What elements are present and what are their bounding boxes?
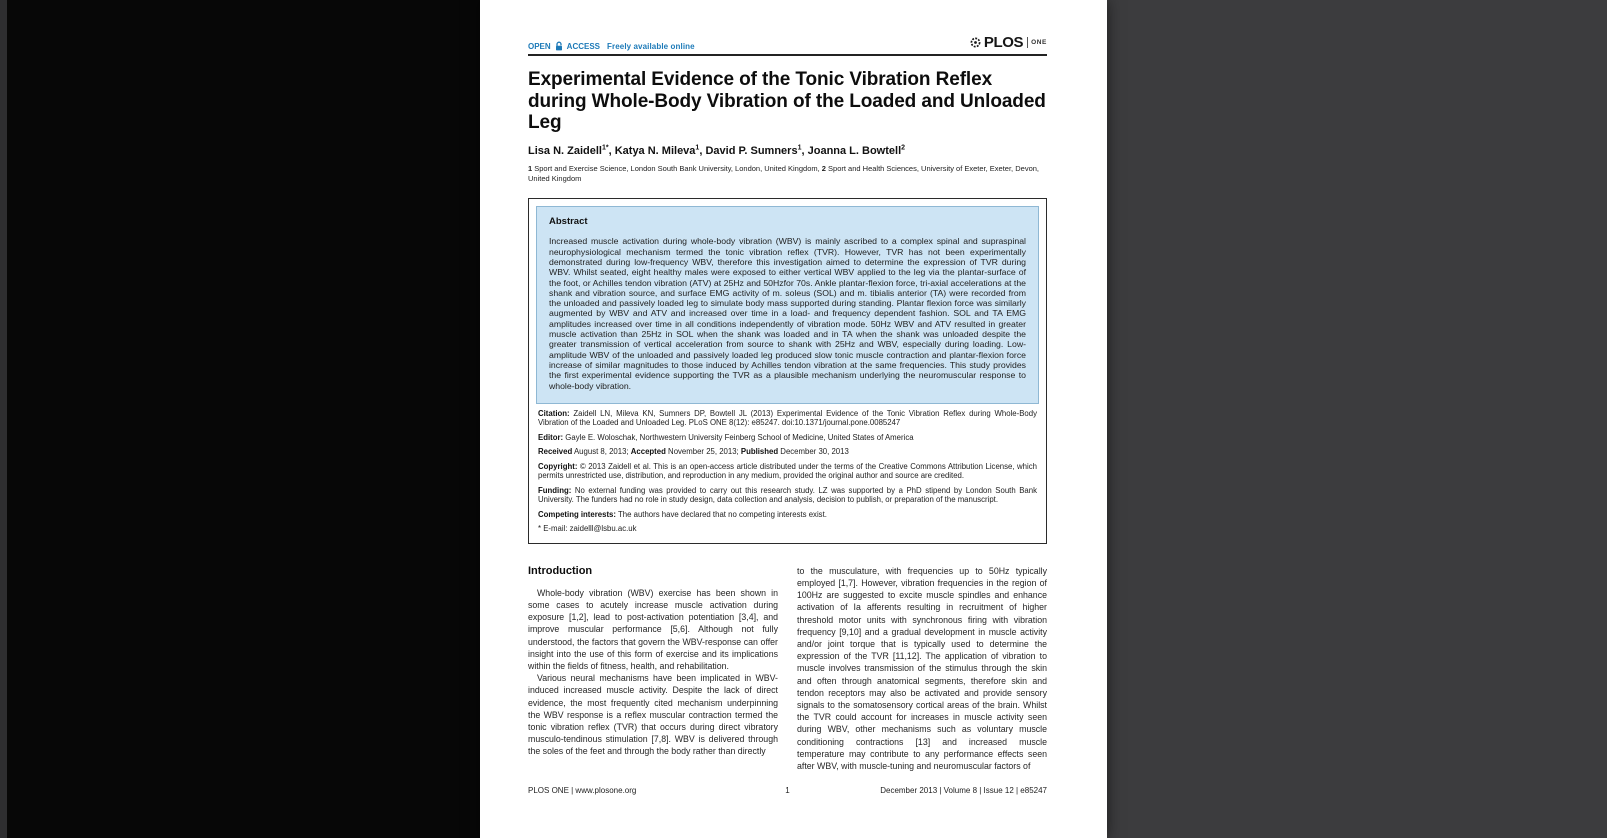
author: Lisa N. Zaidell$^{1*}$,	[528, 144, 615, 158]
one-wordmark: ONE	[1031, 39, 1047, 46]
abstract-text: Increased muscle activation during whole-body vibration (WBV) is mainly ascribed to a complex spinal and supraspinal neurophysiological mechanism termed the tonic vibration reflex (TVR). However, TVR has not been experimentally demonstrated during low-frequency WBV, therefore this investigation aimed to determine the expression of TVR during WBV. Whilst seated, eight healthy males were exposed to either vertical WBV applied to the leg via the plantar-surface of the foot, or Achilles tendon vibration (ATV) at 25Hz and 50Hzfor 70s. Ankle plantar-flexion force, tri-axial accelerations at the shank and vibration source, and surface EMG activity of m. soleus (SOL) and m. tibialis anterior (TA) were recorded from the unloaded and passively loaded leg to simulate body mass supported during standing. Plantar flexion force was similarly augmented by WBV and ATV and increased over time in a load- and frequency dependent fashion. SOL and TA EMG amplitudes increased over time in all conditions independently of vibration mode. 50Hz WBV and ATV resulted in greater muscle activation than 25Hz in SOL when the shank was loaded and in TA when the shank was unloaded despite the greater transmission of vertical acceleration from source to shank with 25Hz and WBV, especially during loading. Low-amplitude WBV of the unloaded and passively loaded leg produced slow tonic muscle contraction and plantar-flexion force increase of similar magnitudes to those induced by Achilles tendon vibration at the same frequencies. This study provides the first experimental evidence supporting the TVR as a plausible mechanism underlying the neuromuscular response to whole-body vibration.	[549, 236, 1026, 391]
affiliations: 1 Sport and Exercise Science, London South Bank University, London, United Kingdom, 2 Sport and Health Sciences, University of Exeter, Exeter, Devon, United Kingdom	[528, 164, 1039, 183]
page-footer	[528, 786, 1047, 795]
dates-row: Received August 8, 2013; Accepted November 25, 2013; Published December 30, 2013	[538, 447, 849, 457]
open-access-label-access: ACCESS	[566, 41, 601, 51]
open-access-banner	[528, 41, 695, 51]
footer-journal: PLOS ONE | www.plosone.org	[528, 786, 637, 795]
right-column	[797, 565, 1047, 772]
email-address: zaidelll@lsbu.ac.uk	[569, 524, 637, 534]
body-columns	[528, 565, 1047, 772]
footer-page-number: 1	[785, 786, 790, 795]
authors-line	[528, 145, 1047, 158]
freely-available-label: Freely available online	[607, 41, 695, 51]
abstract-citation-box	[528, 198, 1047, 543]
intro-paragraph-2: Various neural mechanisms have been implicated in WBV-induced increased muscle activity. Despite the lack of direct evidence, the most frequently cited mechanism underpinning the WBV response is a reflex muscular contraction termed the tonic vibration reflex (TVR) that occurs during direct vibratory musculo-tendinous stimulation [7,8]. WBV is delivered through the soles of the feet and through the body rather than directly	[528, 673, 778, 757]
page-content	[528, 0, 1047, 772]
plos-wordmark: PLOS	[983, 34, 1024, 51]
left-column	[528, 565, 778, 772]
email-row: * E-mail: zaidelll@lsbu.ac.uk	[538, 524, 637, 534]
funding-row: Funding: No external funding was provided to carry out this research study. LZ was supported by a PhD stipend by London South Bank University. The funders had no role in study design, data collection and analysis, decision to publish, or preparation of the manuscript.	[538, 485, 1037, 505]
open-access-label-open: OPEN	[528, 41, 551, 51]
author: Katya N. Mileva$^1$,	[614, 144, 706, 158]
journal-header	[528, 34, 1047, 56]
competing-interests-row: Competing interests: The authors have declared that no competing interests exist.	[538, 509, 827, 519]
paper-page	[480, 0, 1107, 838]
author: David P. Sumners$^1$,	[705, 144, 808, 158]
intro-paragraph-3: to the musculature, with frequencies up to 50Hz typically employed [1,7]. However, vibration frequencies in the region of 100Hz are suggested to excite muscle spindles and enhance activation of Ia afferents resulting in recruitment of higher threshold motor units with synchronous firing with vibration frequency [9,10] and a gradual development in muscle activity and/or joint torque that is typically used to determine the expression of the TVR [11,12]. The application of vibration to muscle involves transmission of the stimulus through the skin and often through anatomical segments, therefore skin and tendon receptors may also be activated and provide sensory signals to the somatosensory cortical areas of the brain. Whilst the TVR could account for increases in muscle activity seen during WBV, other mechanisms such as voluntary muscle conditioning contractions [13] and increased muscle temperature may contribute to any performance effects seen after WBV, with muscle-tuning and neuromuscular factors of	[797, 565, 1047, 772]
open-lock-icon	[554, 41, 564, 51]
abstract-heading: Abstract	[549, 216, 588, 228]
author: Joanna L. Bowtell$^2$	[807, 144, 906, 158]
viewer-background-left	[0, 0, 480, 838]
introduction-heading: Introduction	[528, 564, 593, 577]
abstract-box	[536, 206, 1039, 403]
intro-paragraph-1: Whole-body vibration (WBV) exercise has been shown in some cases to acutely increase muscle activation during exposure [1,2], lead to post-activation potentiation [3,4], and improve muscular performance [5,6]. Although not fully understood, the factors that govern the WBV-response can offer insight into the use of this form of exercise and its implications within the fields of fitness, health, and rehabilitation.	[528, 587, 778, 672]
editor-row: Editor: Gayle E. Woloschak, Northwestern University Feinberg School of Medicine, United States of America	[538, 432, 914, 442]
citation-row: Citation: Zaidell LN, Mileva KN, Sumners DP, Bowtell JL (2013) Experimental Evidence of the Tonic Vibration Reflex during Whole-Body Vibration of the Loaded and Unloaded Leg. PLoS ONE 8(12): e85247. doi:10.1371/journal.pone.0085247	[538, 408, 1037, 428]
plos-gear-icon	[969, 36, 982, 49]
left-edge-strip	[0, 0, 7, 838]
footer-issue-info: December 2013 | Volume 8 | Issue 12 | e85247	[880, 786, 1048, 795]
plos-one-logo	[969, 34, 1047, 51]
logo-divider	[1027, 37, 1028, 48]
copyright-row: Copyright: © 2013 Zaidell et al. This is an open-access article distributed under the terms of the Creative Commons Attribution License, which permits unrestricted use, distribution, and reproduction in any medium, provided the original author and source are credited.	[538, 461, 1037, 481]
article-title: Experimental Evidence of the Tonic Vibration Reflex during Whole-Body Vibration of the Loaded and Unloaded Leg	[528, 69, 1046, 133]
